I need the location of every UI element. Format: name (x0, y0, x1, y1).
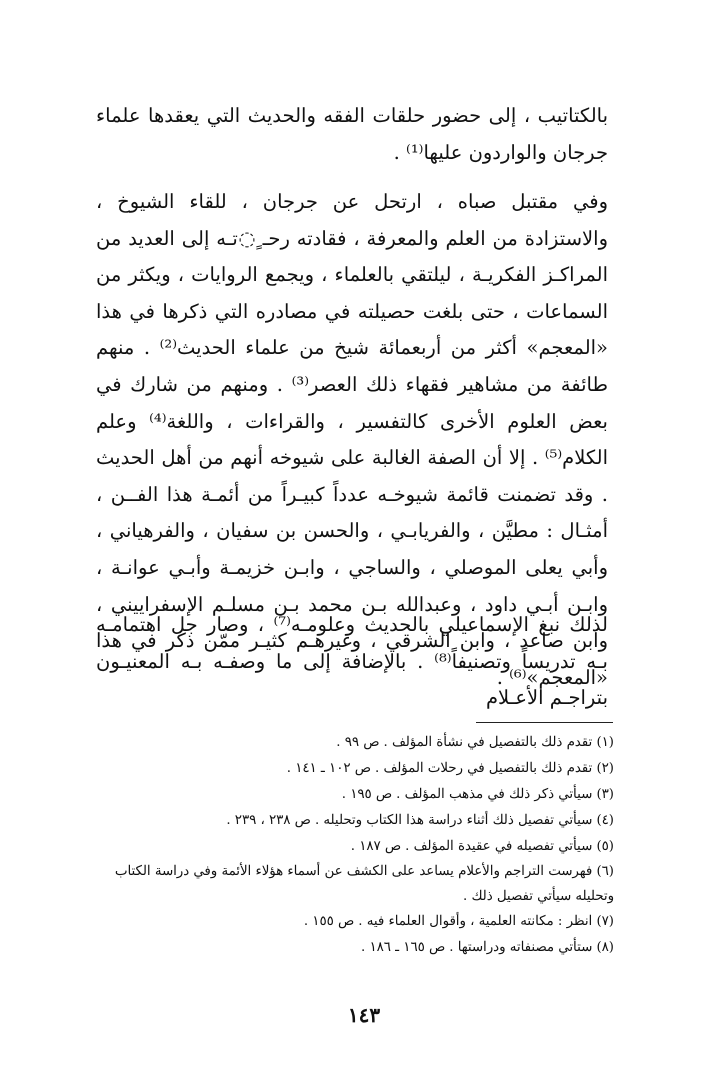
footnote-7: (٧) انظر : مكانته العلمية ، وأقوال العلماء فيه . ص ١٥٥ . (303, 914, 614, 929)
footnote-1: (١) تقدم ذلك بالتفصيل في نشأة المؤلف . ص ٩٩ . (336, 735, 614, 750)
footnote-2: (٢) تقدم ذلك بالتفصيل في رحلات المؤلف . ص ١٠٢ ـ ١٤١ . (286, 761, 614, 776)
footnote-6: (٦) فهرست التراجم والأعلام يساعد على الكشف عن أسماء هؤلاء الأئمة وفي دراسة الكتاب وتحليله سيأتي تفصيل ذلك . (114, 864, 614, 904)
footnote-5: (٥) سيأتي تفصيله في عقيدة المؤلف . ص ١٨٧ . (350, 839, 614, 854)
body-paragraph-3: لذلك نبغ الإسماعيلي بالحديث وعلومـه⁽⁷⁾ ، وصار جل اهتمامـه بـه تدريساً وتصنيفاً⁽⁸⁾ . بالإضافة إلى ما وصفـه بـه المعنيـون بتراجـم الأعـلام (96, 613, 608, 710)
footnote-4: (٤) سيأتي تفصيل ذلك أثناء دراسة هذا الكتاب وتحليله . ص ٢٣٨ ، ٢٣٩ . (226, 813, 614, 828)
footnote-divider (476, 722, 613, 723)
footnote-3: (٣) سيأتي ذكر ذلك في مذهب المؤلف . ص ١٩٥ . (341, 787, 614, 802)
page-number: ١٤٣ (347, 1003, 381, 1027)
body-paragraph-2: وفي مقتبل صباه ، ارتحل عن جرجان ، للقاء الشيوخ ، والاستزادة من العلم والمعرفة ، فقادته رحـ ٍ◌تـه إلى العديد من المراكـز الفكريـة ، ليلتقي بالعلماء ، ويجمع الروايات ، ويكثر من السماعات ، حتى بلغت حصيلته في مصادره التي ذكرها في هذا «المعجم» أكثر من أربعمائة شيخ من علماء الحديث⁽²⁾ . منهم طائفة من مشاهير فقهاء ذلك العصر⁽³⁾ . ومنهم من شارك في بعض العلوم الأخرى كالتفسير ، والقراءات ، واللغة⁽⁴⁾ وعلم الكلام⁽⁵⁾ . إلا أن الصفة الغالبة على شيوخه أنهم من أهل الحديث . وقد تضمنت قائمة شيوخـه عدداً كبيـراً من أئمـة هذا الفــن ، أمثـال : مطيَّن ، والفريابـي ، والحسن بن سفيان ، والفرهياني ، وأبي يعلى الموصلي ، والساجي ، وابـن خزيمـة وأبـي عوانـة ، وابـن أبـي داود ، وعبدالله بـن محمد بـن مسلـم الإسفراييني ، وابن صاعد ، وابن الشرقي ، وغيرهـم كثيـر ممّن ذكر في هذا «المعجم»⁽⁶⁾ . (96, 190, 608, 689)
footnotes-section (96, 730, 614, 961)
body-paragraph-1: بالكتاتيب ، إلى حضور حلقات الفقه والحديث التي يعقدها علماء جرجان والواردون عليها⁽¹⁾ . (96, 104, 608, 164)
footnote-8: (٨) ستأتي مصنفاته ودراستها . ص ١٦٥ ـ ١٨٦ . (361, 940, 614, 955)
